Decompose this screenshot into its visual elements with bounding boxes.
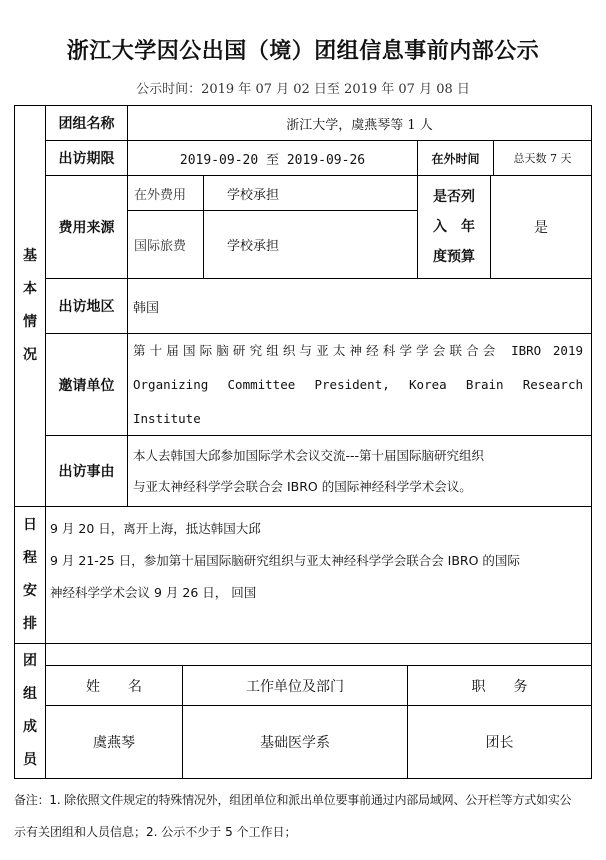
purpose-line: 本人去韩国大邱参加国际学术会议交流---第十届国际脑研究组织	[133, 448, 485, 463]
travel-cost-label: 国际旅费	[134, 239, 187, 254]
members-header-name: 姓 名	[86, 678, 142, 695]
group-name-value: 浙江大学，虞燕琴等 1 人	[286, 117, 433, 133]
member-position: 团长	[485, 735, 514, 751]
schedule-content	[46, 507, 591, 643]
inviter-line: Organizing Committee President, Korea Brain Research	[133, 376, 583, 392]
purpose-value	[128, 436, 591, 506]
members-header-position: 职 务	[471, 678, 528, 695]
inviter-line: Institute	[133, 410, 201, 426]
purpose-label: 出访事由	[58, 464, 115, 480]
section-char: 日	[23, 517, 37, 533]
inviter-label: 邀请单位	[58, 377, 115, 394]
region-value: 韩国	[133, 300, 160, 316]
section-char: 本	[23, 281, 37, 297]
section-char: 情	[23, 314, 37, 330]
section-members	[15, 644, 45, 778]
page-title: 浙江大学因公出国（境）团组信息事前内部公示	[66, 39, 540, 64]
section-basic-info	[15, 106, 45, 506]
section-char: 排	[23, 616, 37, 632]
member-name: 虞燕琴	[93, 735, 135, 751]
abroad-time-value: 总天数 7 天	[513, 152, 572, 165]
section-char: 安	[23, 583, 37, 599]
schedule-line: 9 月 20 日，离开上海，抵达韩国大邱	[50, 521, 261, 536]
abroad-time-label: 在外时间	[431, 151, 480, 166]
section-char: 况	[23, 347, 37, 363]
section-char: 程	[23, 550, 37, 566]
note-line: 备注：1. 除依照文件规定的特殊情况外，组团单位和派出单位要事前通过内部局域网、公开栏等方式如实公	[14, 793, 572, 807]
section-schedule	[15, 507, 45, 643]
funding-label: 费用来源	[58, 220, 115, 236]
budget-label	[418, 176, 490, 278]
publicity-period: 公示时间：2019 年 07 月 02 日至 2019 年 07 月 08 日	[136, 82, 470, 97]
abroad-cost-value: 学校承担	[227, 187, 280, 203]
travel-cost-value: 学校承担	[227, 239, 280, 254]
group-name-label: 团组名称	[58, 116, 115, 132]
period-value: 2019-09-20 至 2019-09-26	[179, 152, 366, 168]
abroad-cost-label: 在外费用	[134, 187, 187, 203]
members-header-unit: 工作单位及部门	[246, 678, 344, 695]
budget-label-line: 度预算	[433, 249, 475, 265]
inviter-value	[128, 334, 591, 435]
member-unit: 基础医学系	[260, 735, 330, 751]
budget-label-line: 入 年	[433, 219, 475, 235]
schedule-line: 9 月 21-25 日，参加第十届国际脑研究组织与亚太神经科学学会联合会 IBRO 的国际	[50, 553, 520, 568]
period-label: 出访期限	[58, 151, 115, 167]
section-char: 组	[23, 686, 37, 702]
section-char: 基	[23, 248, 37, 264]
section-char: 成	[23, 719, 37, 735]
inviter-line: 第十届国际脑研究组织与亚太神经科学学会联合会 IBRO 2019	[133, 342, 583, 358]
section-char: 团	[23, 653, 37, 669]
section-char: 员	[23, 752, 37, 768]
budget-label-line: 是否列	[433, 189, 475, 205]
budget-value: 是	[534, 220, 548, 236]
note-line: 示有关团组和人员信息；2. 公示不少于 5 个工作日；	[14, 825, 297, 839]
purpose-line: 与亚太神经科学学会联合会 IBRO 的国际神经科学学术会议。	[133, 479, 472, 494]
region-label: 出访地区	[58, 299, 115, 315]
schedule-line: 神经科学学术会议 9 月 26 日， 回国	[50, 585, 257, 600]
